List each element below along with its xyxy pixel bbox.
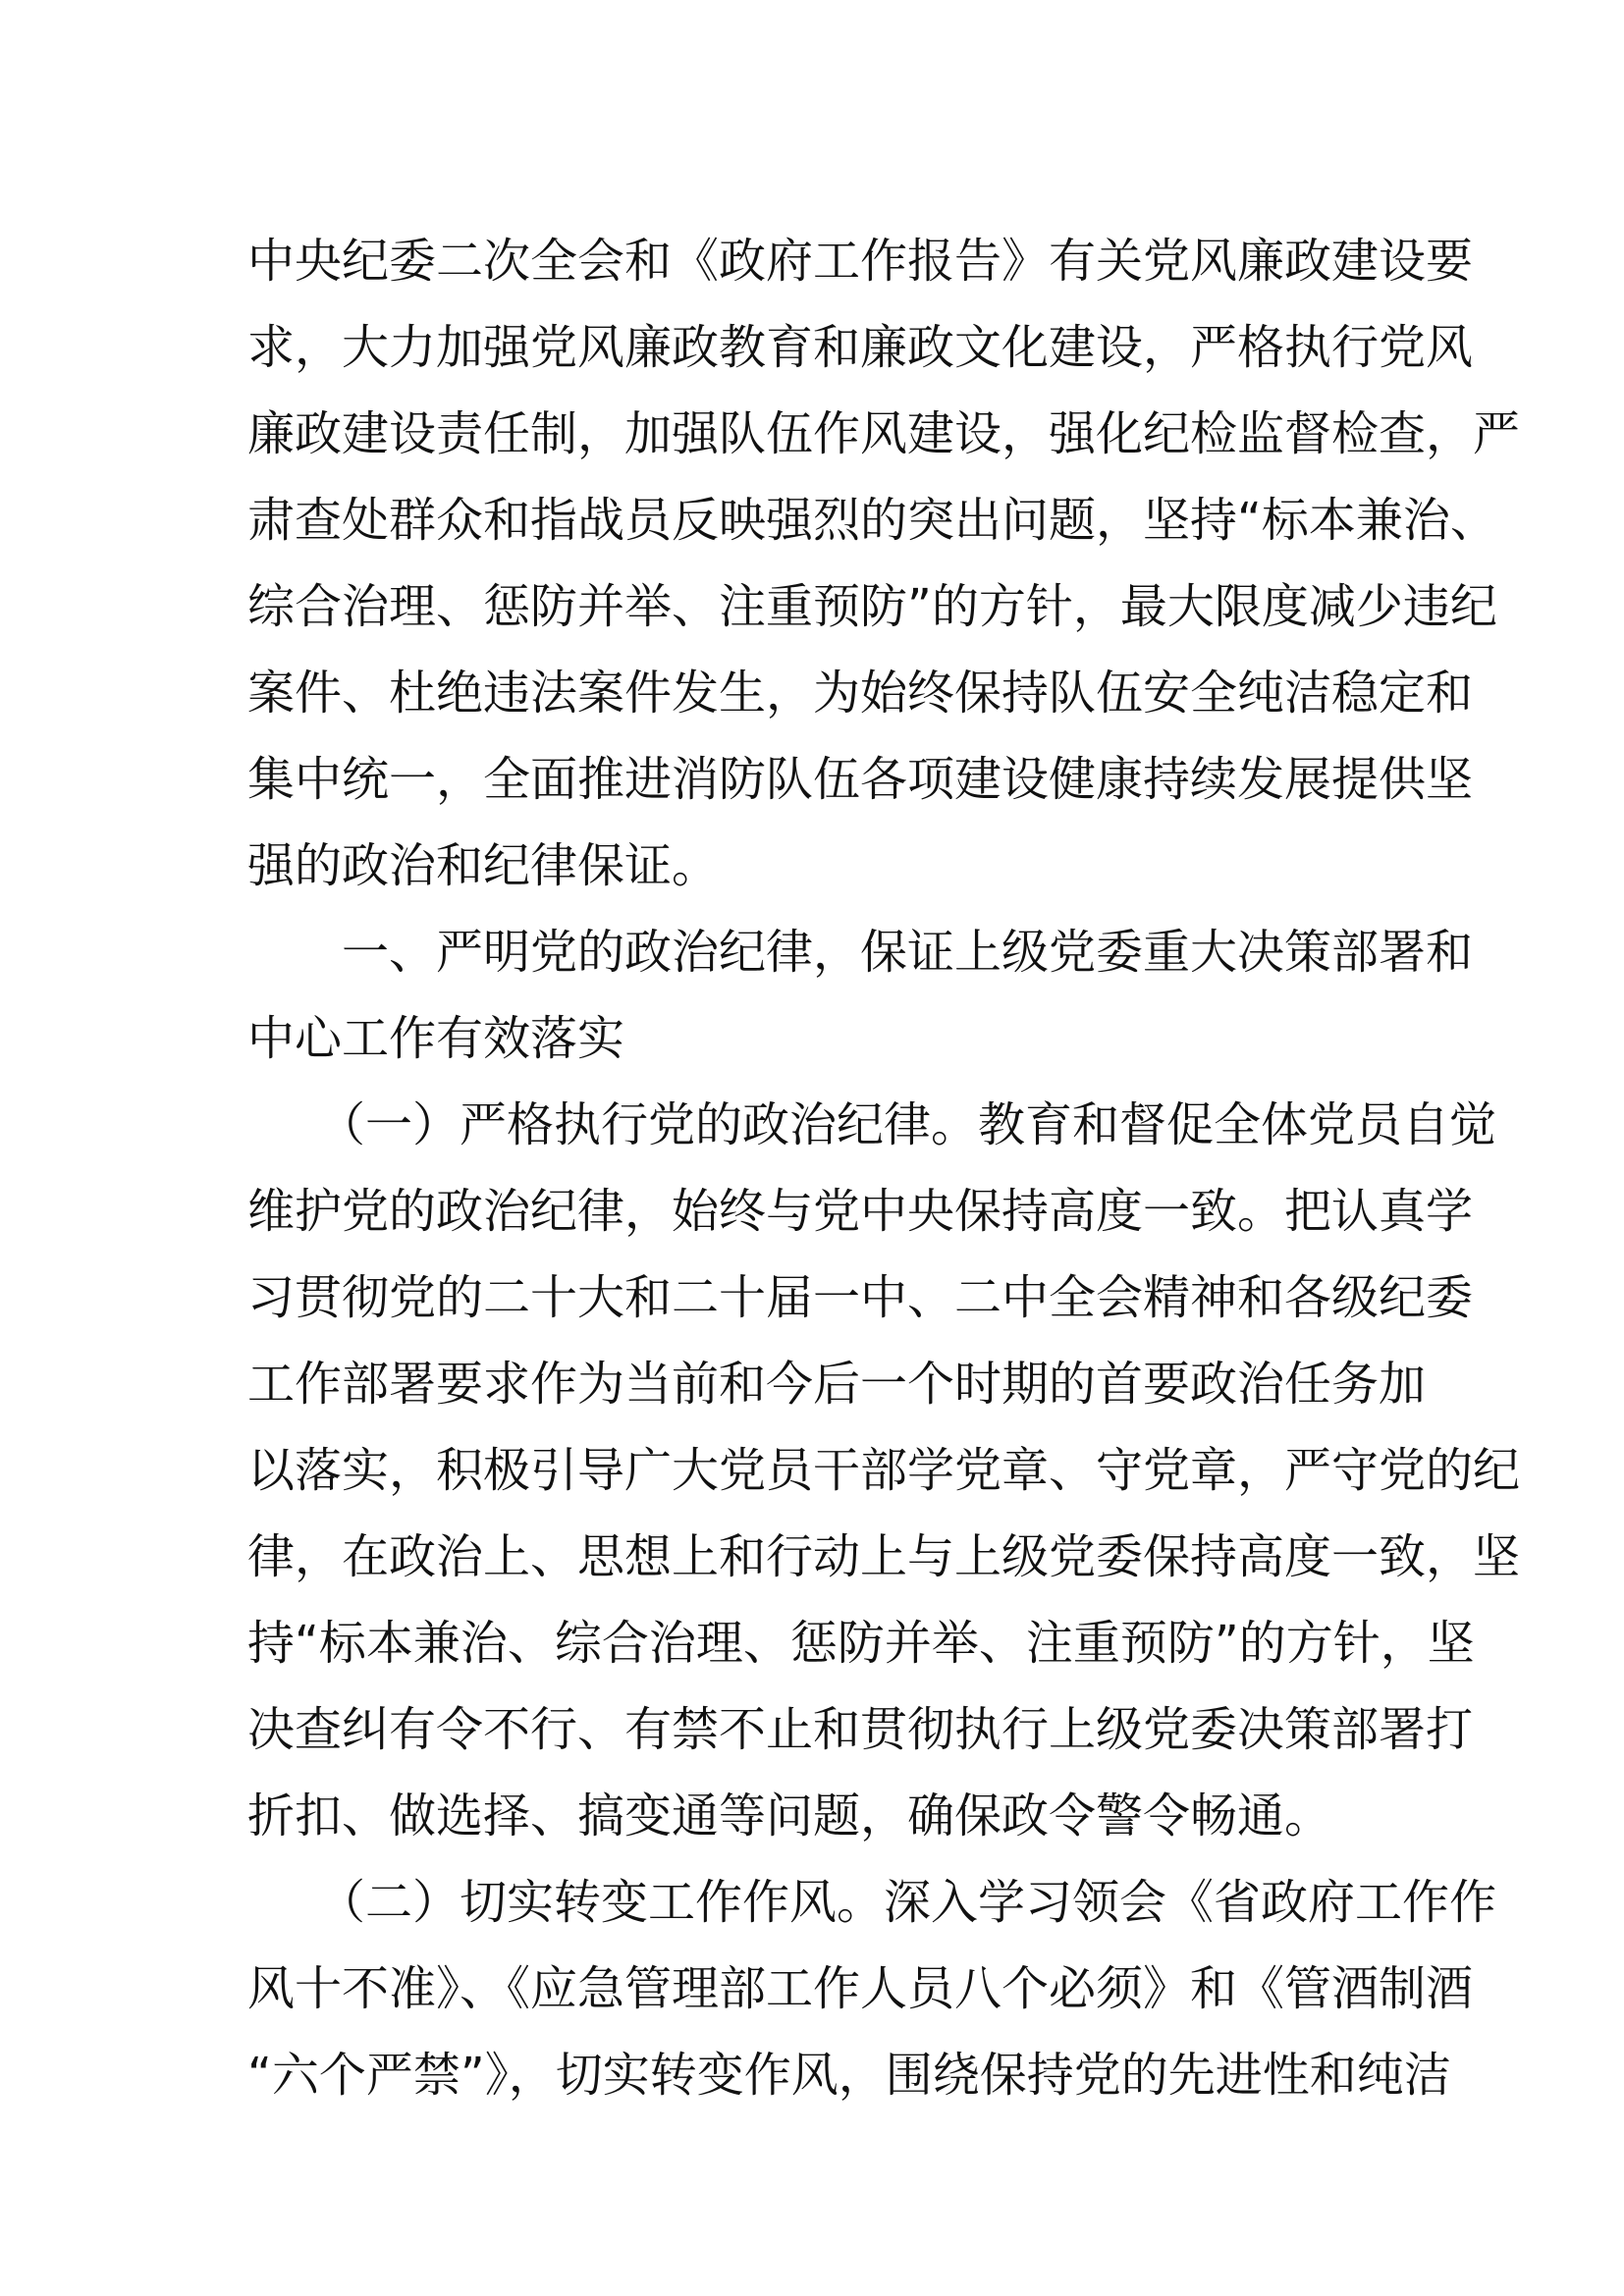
text-line: 持“标本兼治、综合治理、惩防并举、注重预防”的方针，坚 <box>247 1616 1475 1671</box>
text-line: 律，在政治上、思想上和行动上与上级党委保持高度一致，坚 <box>247 1529 1521 1584</box>
text-line: 案件、杜绝违法案件发生，为始终保持队伍安全纯洁稳定和 <box>247 666 1474 721</box>
text-line: “六个严禁”》，切实转变作风，围绕保持党的先进性和纯洁 <box>247 2048 1451 2103</box>
text-line: 肃查处群众和指战员反映强烈的突出问题，坚持“标本兼治、 <box>247 493 1497 548</box>
body-text <box>247 218 1521 2118</box>
text-line: 维护党的政治纪律，始终与党中央保持高度一致。把认真学 <box>247 1184 1474 1239</box>
text-line: 折扣、做选择、搞变通等问题，确保政令警令畅通。 <box>247 1789 1332 1843</box>
text-line: （一）严格执行党的政治纪律。教育和督促全体党员自觉 <box>247 1097 1497 1152</box>
text-line: （二）切实转变工作作风。深入学习领会《省政府工作作 <box>247 1875 1497 1930</box>
text-line: 决查纠有令不行、有禁不止和贯彻执行上级党委决策部署打 <box>247 1702 1474 1757</box>
text-line: 中央纪委二次全会和《政府工作报告》有关党风廉政建设要 <box>247 234 1474 289</box>
text-line: 廉政建设责任制，加强队伍作风建设，强化纪检监督检查，严 <box>247 406 1521 461</box>
text-line: 求，大力加强党风廉政教育和廉政文化建设，严格执行党风 <box>247 320 1474 375</box>
section-heading-line: 中心工作有效落实 <box>247 1011 625 1066</box>
text-line: 风十不准》、《应急管理部工作人员八个必须》和《管酒制酒 <box>247 1961 1474 2016</box>
text-line: 集中统一，全面推进消防队伍各项建设健康持续发展提供坚 <box>247 752 1474 807</box>
section-heading-line: 一、严明党的政治纪律，保证上级党委重大决策部署和 <box>247 925 1474 980</box>
text-line: 综合治理、惩防并举、注重预防”的方针，最大限度减少违纪 <box>247 579 1497 634</box>
text-line: 工作部署要求作为当前和今后一个时期的首要政治任务加 <box>247 1357 1427 1412</box>
text-line: 习贯彻党的二十大和二十届一中、二中全会精神和各级纪委 <box>247 1270 1474 1325</box>
text-line: 以落实，积极引导广大党员干部学党章、守党章，严守党的纪 <box>247 1443 1521 1498</box>
text-line: 强的政治和纪律保证。 <box>247 838 720 893</box>
